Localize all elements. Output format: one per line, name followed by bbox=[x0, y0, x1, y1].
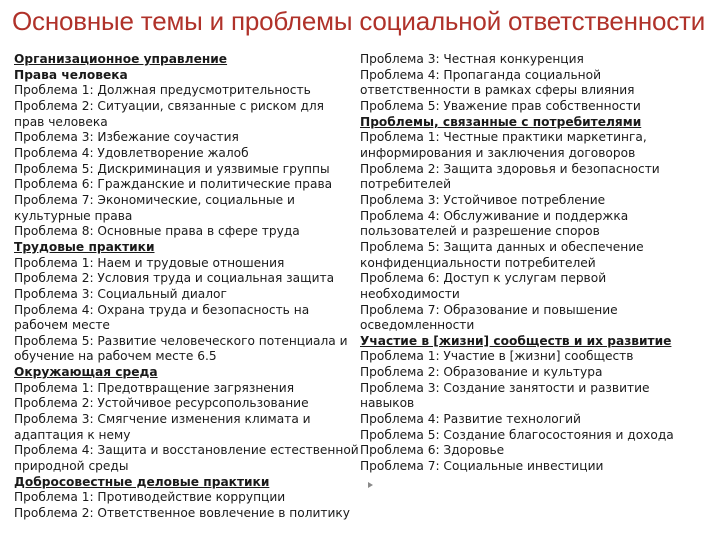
list-item: Проблема 4: Защита и восстановление естественной bbox=[14, 443, 359, 458]
list-item: Проблема 4: Охрана труда и безопасность на bbox=[14, 302, 310, 317]
list-item: осведомленности bbox=[360, 318, 475, 333]
list-item: Проблема 8: Основные права в сфере труда bbox=[14, 224, 300, 239]
list-item: Проблема 1: Противодействие коррупции bbox=[14, 490, 286, 505]
list-item: Проблема 5: Дискриминация и уязвимые группы bbox=[14, 161, 330, 176]
list-item: Проблема 3: Социальный диалог bbox=[14, 286, 227, 301]
list-item: рабочем месте bbox=[14, 318, 110, 333]
list-item: Проблема 1: Наем и трудовые отношения bbox=[14, 255, 285, 270]
list-item: обучение на рабочем месте 6.5 bbox=[14, 349, 217, 364]
list-item: потребителей bbox=[360, 177, 452, 192]
list-item: ответственности в рамках сферы влияния bbox=[360, 83, 635, 98]
list-item: Проблема 5: Развитие человеческого потенциала и bbox=[14, 333, 348, 348]
list-item: природной среды bbox=[14, 459, 129, 474]
section-heading: Трудовые практики bbox=[14, 239, 155, 254]
list-item: Проблема 1: Должная предусмотрительность bbox=[14, 83, 311, 98]
list-item: Проблема 3: Устойчивое потребление bbox=[360, 192, 606, 207]
list-item: Проблема 6: Гражданские и политические права bbox=[14, 177, 333, 192]
section-heading: Добросовестные деловые практики bbox=[14, 474, 270, 489]
list-item: необходимости bbox=[360, 286, 460, 301]
list-item: Проблема 3: Честная конкуренция bbox=[360, 52, 584, 66]
list-item: информирования и заключения договоров bbox=[360, 145, 636, 160]
list-item: Проблема 2: Ситуации, связанные с риском для bbox=[14, 98, 324, 113]
list-item: Проблема 2: Условия труда и социальная защита bbox=[14, 271, 335, 286]
list-item: Проблема 7: Социальные инвестиции bbox=[360, 459, 604, 474]
list-item: Проблема 2: Ответственное вовлечение в политику bbox=[14, 506, 351, 521]
list-item: конфиденциальности потребителей bbox=[360, 255, 596, 270]
left-column bbox=[14, 52, 358, 522]
list-item: Проблема 1: Участие в [жизни] сообществ bbox=[360, 349, 634, 364]
page-title: Основные темы и проблемы социальной ответственности bbox=[12, 6, 706, 36]
list-item: пользователей и разрешение споров bbox=[360, 224, 600, 239]
list-item: Проблема 5: Уважение прав собственности bbox=[360, 98, 641, 113]
list-item: Проблема 2: Образование и культура bbox=[360, 365, 603, 380]
list-item: культурные права bbox=[14, 208, 133, 223]
list-item: Проблема 4: Развитие технологий bbox=[360, 412, 581, 427]
list-item: Проблема 2: Защита здоровья и безопасности bbox=[360, 161, 660, 176]
list-item: Проблема 3: Смягчение изменения климата и bbox=[14, 412, 311, 427]
list-item: Проблема 3: Создание занятости и развитие bbox=[360, 380, 650, 395]
list-item: Проблема 3: Избежание соучастия bbox=[14, 130, 239, 145]
list-item: Проблема 4: Пропаганда социальной bbox=[360, 67, 601, 82]
list-item: Проблема 6: Доступ к услугам первой bbox=[360, 271, 607, 286]
section-heading: Права человека bbox=[14, 67, 128, 82]
bullet-arrow-icon bbox=[368, 482, 373, 488]
right-column bbox=[360, 52, 712, 475]
section-heading: Окружающая среда bbox=[14, 365, 158, 380]
list-item: Проблема 7: Экономические, социальные и bbox=[14, 192, 295, 207]
section-heading: Проблемы, связанные с потребителями bbox=[360, 114, 642, 129]
list-item: Проблема 2: Устойчивое ресурсопользование bbox=[14, 396, 309, 411]
list-item: Проблема 4: Удовлетворение жалоб bbox=[14, 145, 249, 160]
list-item: адаптация к нему bbox=[14, 427, 131, 442]
list-item: Проблема 1: Предотвращение загрязнения bbox=[14, 380, 295, 395]
list-item: Проблема 7: Образование и повышение bbox=[360, 302, 618, 317]
list-item: Проблема 5: Создание благосостояния и дохода bbox=[360, 427, 674, 442]
list-item: навыков bbox=[360, 396, 415, 411]
list-item: Проблема 6: Здоровье bbox=[360, 443, 505, 458]
list-item: прав человека bbox=[14, 114, 108, 129]
section-heading: Участие в [жизни] сообществ и их развитие bbox=[360, 333, 672, 348]
list-item: Проблема 1: Честные практики маркетинга, bbox=[360, 130, 647, 145]
list-item: Проблема 4: Обслуживание и поддержка bbox=[360, 208, 629, 223]
list-item: Проблема 5: Защита данных и обеспечение bbox=[360, 239, 644, 254]
section-heading: Организационное управление bbox=[14, 52, 228, 66]
